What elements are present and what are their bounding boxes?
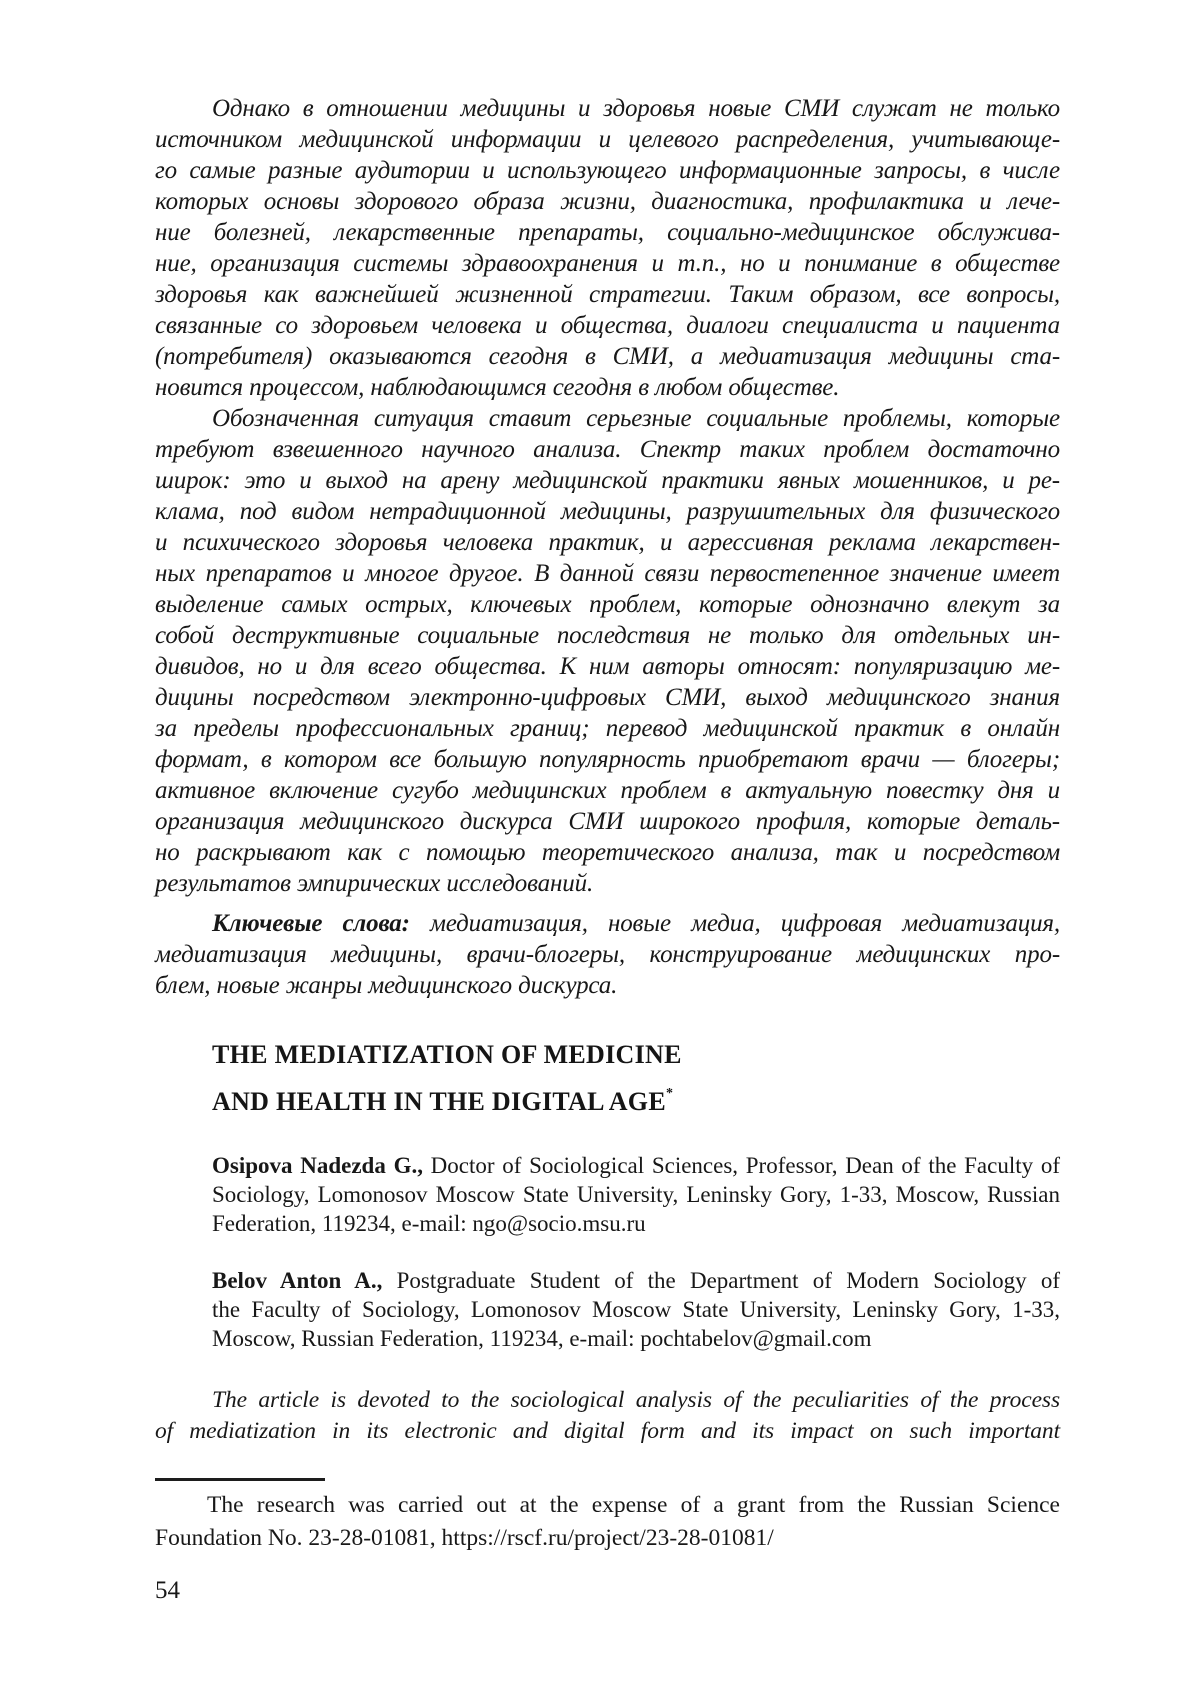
keywords-first-line xyxy=(155,908,1060,939)
body-text-line: ных препаратов и многое другое. В данной связи первостепенное значение имеет xyxy=(155,560,1060,587)
body-text-line: Однако в отношении медицины и здоровья новые СМИ служат не только xyxy=(212,95,1060,122)
body-text-line: требуют взвешенного научного анализа. Спектр таких проблем достаточно xyxy=(155,436,1060,463)
body-text-line: активное включение сугубо медицинских проблем в актуальную повестку дня и xyxy=(155,777,1060,804)
abstract-text-line: of mediatization in its electronic and digital form and its impact on such important xyxy=(155,1418,1060,1444)
footnote-block xyxy=(155,1489,1060,1555)
keywords-text-line: блем, новые жанры медицинского дискурса. xyxy=(155,972,618,999)
body-paragraph-1 xyxy=(155,93,1060,403)
keywords-continuation xyxy=(155,939,1060,1001)
body-text-line: (потребителя) оказываются сегодня в СМИ, а медиатизация медицины ста- xyxy=(155,343,1060,370)
body-text-line: го самые разные аудитории и использующего информационные запросы, в числе xyxy=(155,157,1060,184)
author-belov-role: Postgraduate Student of the Department of Modern Sociology of xyxy=(382,1268,1060,1293)
body-text-line: собой деструктивные социальные последствия не только для отдельных ин- xyxy=(155,622,1060,649)
author-block-osipova xyxy=(212,1151,1060,1238)
body-text-line: клама, под видом нетрадиционной медицины, разрушительных для физического xyxy=(155,498,1060,525)
body-text-line: ние болезней, лекарственные препараты, социально-медицинское обслужива- xyxy=(155,219,1060,246)
author-belov-first-line xyxy=(212,1266,1060,1295)
author-text-line: Sociology, Lomonosov Moscow State University, Leninsky Gory, 1-33, Moscow, Russian xyxy=(212,1182,1060,1207)
abstract-text-line: The article is devoted to the sociological analysis of the peculiarities of the process xyxy=(212,1387,1060,1413)
body-text-line: новится процессом, наблюдающимся сегодня в любом обществе. xyxy=(155,374,840,401)
body-text-line: Обозначенная ситуация ставит серьезные социальные проблемы, которые xyxy=(212,405,1060,432)
author-belov-continuation xyxy=(212,1295,1060,1353)
abstract-block xyxy=(155,1385,1060,1447)
author-osipova-name: Osipova Nadezda G., xyxy=(212,1153,423,1178)
body-text-line: ние, организация системы здравоохранения и т.п., но и понимание в обществе xyxy=(155,250,1060,277)
body-text-line: за пределы профессиональных границ; перевод медицинской практик в онлайн xyxy=(155,715,1060,742)
author-osipova-first-line xyxy=(212,1151,1060,1180)
footnote-divider xyxy=(155,1478,325,1481)
author-belov-name: Belov Anton A., xyxy=(212,1268,383,1293)
article-title-line-2 xyxy=(212,1074,1060,1121)
author-text-line: Federation, 119234, e-mail: ngo@socio.msu.ru xyxy=(212,1211,646,1236)
body-text-line: но раскрывают как с помощью теоретического анализа, так и посредством xyxy=(155,839,1060,866)
author-text-line: Moscow, Russian Federation, 119234, e-mail: pochtabelov@gmail.com xyxy=(212,1326,872,1351)
body-text-line: дивидов, но и для всего общества. К ним авторы относят: популяризацию ме- xyxy=(155,653,1060,680)
keywords-first-rest: медиатизация, новые медиа, цифровая медиатизация, xyxy=(409,910,1060,937)
author-block-belov xyxy=(212,1266,1060,1353)
author-osipova-role: Doctor of Sociological Sciences, Professor, Dean of the Faculty of xyxy=(422,1153,1060,1178)
body-text-line: которых основы здорового образа жизни, диагностика, профилактика и лече- xyxy=(155,188,1060,215)
body-text-line: и психического здоровья человека практик, и агрессивная реклама лекарствен- xyxy=(155,529,1060,556)
footnote-text-line: Foundation No. 23-28-01081, https://rscf.ru/project/23-28-01081/ xyxy=(155,1525,774,1551)
body-text-line: дицины посредством электронно-цифровых СМИ, выход медицинского знания xyxy=(155,684,1060,711)
body-text-line: широк: это и выход на арену медицинской практики явных мошенников, и ре- xyxy=(155,467,1060,494)
article-title xyxy=(212,1035,1060,1121)
author-osipova-continuation xyxy=(212,1180,1060,1238)
footnote-text-line: The research was carried out at the expense of a grant from the Russian Science xyxy=(207,1492,1060,1518)
keywords-block xyxy=(155,908,1060,1001)
keywords-label: Ключевые слова: xyxy=(212,910,410,937)
body-paragraph-2 xyxy=(155,403,1060,899)
article-title-line-1: THE MEDIATIZATION OF MEDICINE xyxy=(212,1040,682,1069)
body-text-line: результатов эмпирических исследований. xyxy=(155,870,594,897)
body-text-line: связанные со здоровьем человека и общества, диалоги специалиста и пациента xyxy=(155,312,1060,339)
body-text-line: здоровья как важнейшей жизненной стратегии. Таким образом, все вопросы, xyxy=(155,281,1060,308)
body-text-line: источником медицинской информации и целевого распределения, учитывающе- xyxy=(155,126,1060,153)
body-text-line: формат, в котором все большую популярность приобретают врачи — блогеры; xyxy=(155,746,1060,773)
page-number: 54 xyxy=(155,1577,180,1604)
title-footnote-marker: * xyxy=(665,1086,673,1101)
russian-body-text xyxy=(155,93,1060,899)
article-title-line-2-text: AND HEALTH IN THE DIGITAL AGE xyxy=(212,1087,666,1116)
author-text-line: the Faculty of Sociology, Lomonosov Moscow State University, Leninsky Gory, 1-33, xyxy=(212,1297,1060,1322)
body-text-line: организация медицинского дискурса СМИ широкого профиля, которые деталь- xyxy=(155,808,1060,835)
body-text-line: выделение самых острых, ключевых проблем, которые однозначно влекут за xyxy=(155,591,1060,618)
keywords-text-line: медиатизация медицины, врачи-блогеры, конструирование медицинских про- xyxy=(155,941,1060,968)
